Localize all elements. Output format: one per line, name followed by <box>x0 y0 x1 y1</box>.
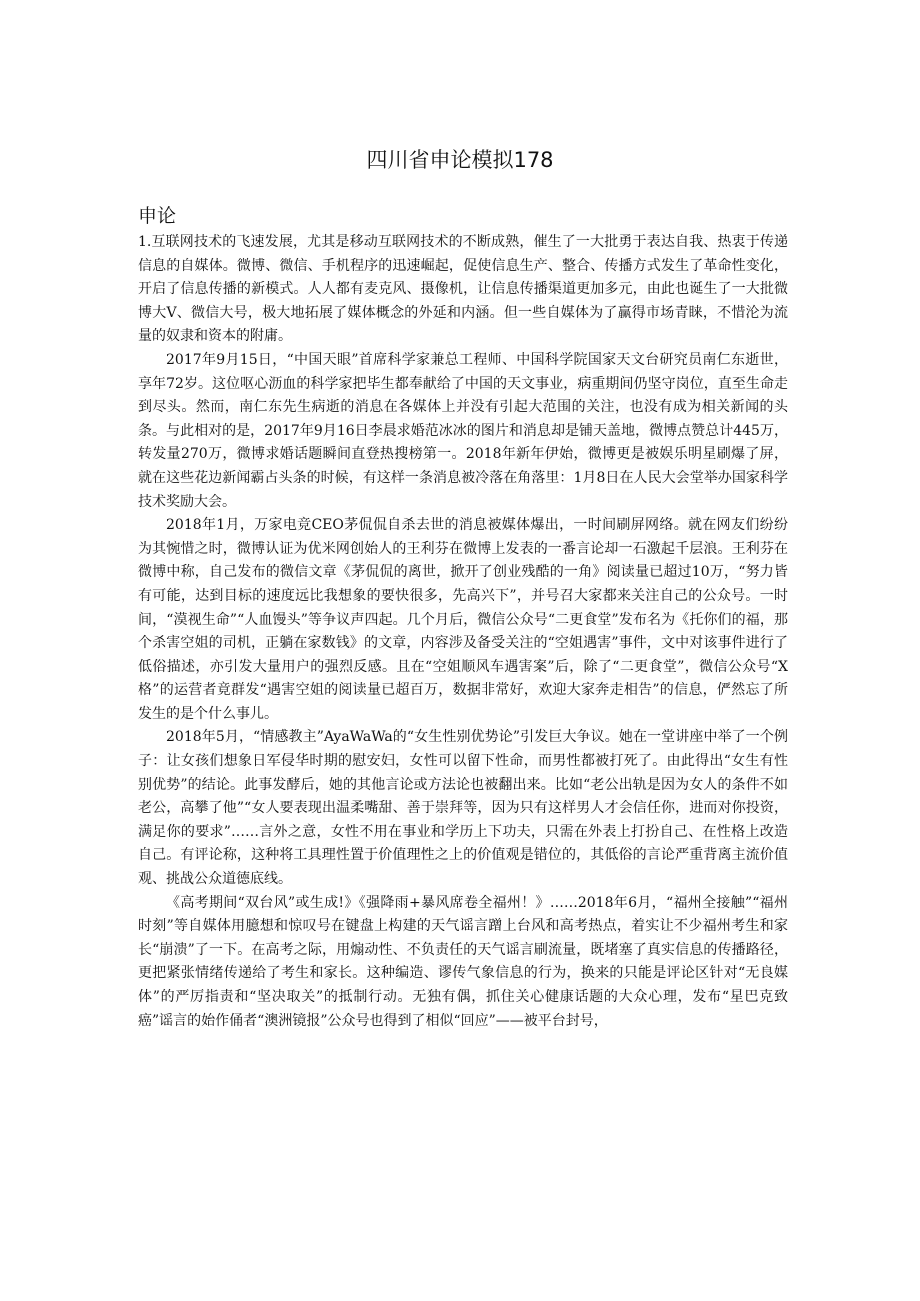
document-title: 四川省申论模拟178 <box>366 148 554 172</box>
paragraph-2: 2017年9月15日，“中国天眼”首席科学家兼总工程师、中国科学院国家天文台研究员南仁东逝世，享年72岁。这位呕心沥血的科学家把毕生都奉献给了中国的天文事业，病重期间仍坚守岗位，直至生命走到尽头。然而，南仁东先生病逝的消息在各媒体上并没有引起大范围的关注，也没有成为相关新闻的头条。与此相对的是，2017年9月16日李晨求婚范冰冰的图片和消息却是铺天盖地，微博点赞总计445万，转发量270万，微博求婚话题瞬间直登热搜榜第一。2018年新年伊始，微博更是被娱乐明星刷爆了屏，就在这些花边新闻霸占头条的时候，有这样一条消息被冷落在角落里：1月8日在人民大会堂举办国家科学技术奖励大会。 <box>138 351 788 510</box>
paragraph-5: 《高考期间“双台风”或生成!》《强降雨+暴风席卷全福州！》……2018年6月，“福州全接触”“福州时刻”等自媒体用臆想和惊叹号在键盘上构建的天气谣言蹭上台风和高考热点，着实让不少福州考生和家长“崩溃”了一下。在高考之际，用煽动性、不负责任的天气谣言刷流量，既堵塞了真实信息的传播路径，更把紧张情绪传递给了考生和家长。这种编造、谬传气象信息的行为，换来的只能是评论区针对“无良媒体”的严厉指责和“坚决取关”的抵制行动。无独有偶，抓住关心健康话题的大众心理，发布“星巴克致癌”谣言的始作俑者“澳洲镜报”公众号也得到了相似“回应”——被平台封号， <box>138 894 788 1029</box>
section-heading: 申论 <box>138 205 177 227</box>
paragraph-1: 1.互联网技术的飞速发展，尤其是移动互联网技术的不断成熟，催生了一大批勇于表达自我、热衷于传递信息的自媒体。微博、微信、手机程序的迅速崛起，促使信息生产、整合、传播方式发生了革命性变化，开启了信息传播的新模式。人人都有麦克风、摄像机，让信息传播渠道更加多元，由此也诞生了一大批微博大V、微信大号，极大地拓展了媒体概念的外延和内涵。但一些自媒体为了赢得市场青睐，不惜沦为流量的奴隶和资本的附庸。 <box>138 234 788 345</box>
paragraph-4: 2018年5月，“情感教主”AyaWaWa的“女生性别优势论”引发巨大争议。她在一堂讲座中举了一个例子：让女孩们想象日军侵华时期的慰安妇，女性可以留下性命，而男性都被打死了。由此得出“女生有性别优势”的结论。此事发酵后，她的其他言论或方法论也被翻出来。比如“老公出轨是因为女人的条件不如老公，高攀了他”“女人要表现出温柔嘴甜、善于崇拜等，因为只有这样男人才会信任你，进而对你投资，满足你的要求”……言外之意，女性不用在事业和学历上下功夫，只需在外表上打扮自己、在性格上改造自己。有评论称，这种将工具理性置于价值理性之上的价值观是错位的，其低俗的言论严重背离主流价值观、挑战公众道德底线。 <box>138 729 788 888</box>
paragraph-3: 2018年1月，万家电竞CEO茅侃侃自杀去世的消息被媒体爆出，一时间刷屏网络。就在网友们纷纷为其惋惜之时，微博认证为优米网创始人的王利芬在微博上发表的一番言论却一石激起千层浪。王利芬在微博中称，自己发布的微信文章《茅侃侃的离世，掀开了创业残酷的一角》阅读量已超过10万，“努力皆有可能，达到目标的速度远比我想象的要快很多，先高兴下”，并号召大家都来关注自己的公众号。一时间，“漠视生命”“人血馒头”等争议声四起。几个月后，微信公众号“二更食堂”发布名为《托你们的福，那个杀害空姐的司机，正躺在家数钱》的文章，内容涉及备受关注的“空姐遇害”事件，文中对该事件进行了低俗描述，亦引发大量用户的强烈反感。且在“空姐顺风车遇害案”后，除了“二更食堂”，微信公众号“X格”的运营者竟群发“遇害空姐的阅读量已超百万，数据非常好，欢迎大家奔走相告”的信息，俨然忘了所发生的是个什么事儿。 <box>138 517 788 722</box>
document-body <box>138 231 788 1033</box>
